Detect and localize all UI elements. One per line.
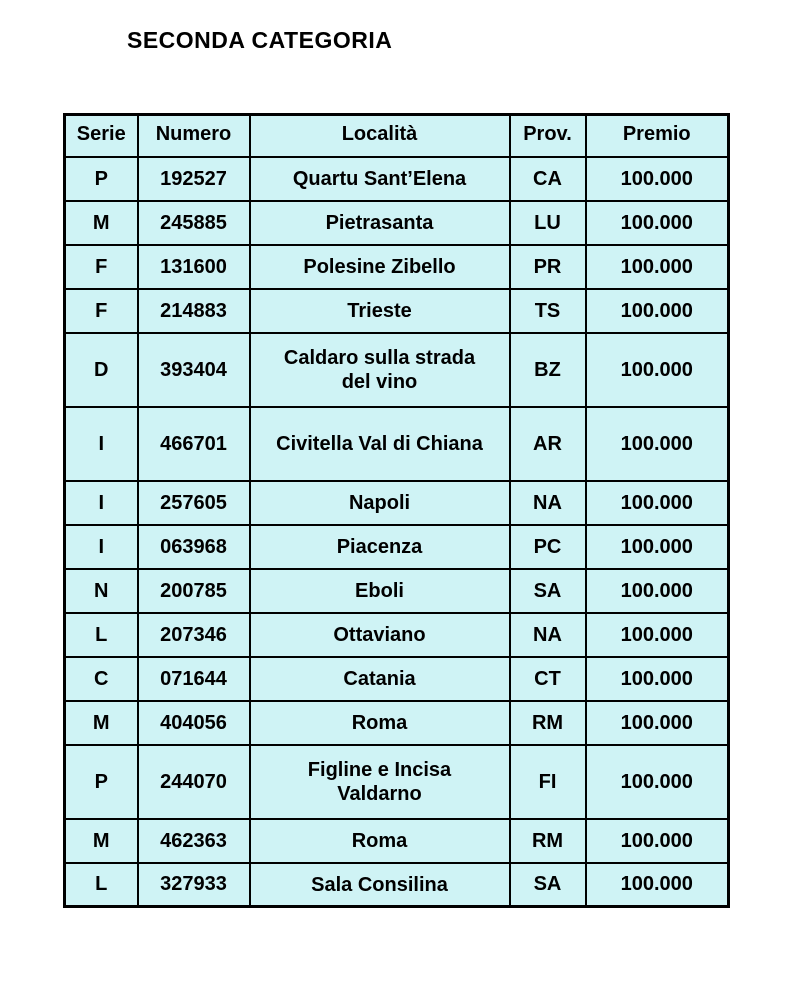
cell-premio: 100.000 (586, 201, 729, 245)
cell-prov: FI (510, 745, 586, 819)
cell-localita-text: Catania (343, 667, 416, 690)
cell-localita (250, 201, 510, 245)
cell-premio: 100.000 (586, 863, 729, 907)
cell-numero: 131600 (138, 245, 250, 289)
cell-localita-text: Pietrasanta (325, 211, 434, 234)
table-row (65, 863, 729, 907)
cell-premio: 100.000 (586, 407, 729, 481)
cell-localita-text: Piacenza (336, 535, 423, 558)
table-row (65, 201, 729, 245)
cell-localita-text: Eboli (355, 579, 404, 602)
cell-localita (250, 407, 510, 481)
table-row (65, 613, 729, 657)
column-header-premio: Premio (586, 115, 729, 157)
table-row (65, 569, 729, 613)
cell-prov: PR (510, 245, 586, 289)
cell-prov: SA (510, 569, 586, 613)
cell-serie: L (65, 863, 138, 907)
cell-prov: NA (510, 481, 586, 525)
cell-prov: RM (510, 819, 586, 863)
cell-serie: P (65, 745, 138, 819)
results-table (63, 113, 730, 908)
cell-serie: F (65, 245, 138, 289)
cell-prov: BZ (510, 333, 586, 407)
cell-numero: 071644 (138, 657, 250, 701)
cell-localita (250, 701, 510, 745)
column-header-numero: Numero (138, 115, 250, 157)
cell-numero: 207346 (138, 613, 250, 657)
cell-serie: L (65, 613, 138, 657)
cell-premio: 100.000 (586, 289, 729, 333)
cell-localita-text: Quartu Sant’Elena (292, 167, 467, 190)
cell-localita-text: Ottaviano (333, 623, 426, 646)
table-row (65, 333, 729, 407)
cell-localita-text: Caldaro sulla strada del vino (283, 346, 476, 393)
table-row (65, 657, 729, 701)
cell-premio: 100.000 (586, 569, 729, 613)
cell-premio: 100.000 (586, 525, 729, 569)
cell-localita (250, 525, 510, 569)
cell-numero: 327933 (138, 863, 250, 907)
cell-premio: 100.000 (586, 657, 729, 701)
column-header-serie: Serie (65, 115, 138, 157)
cell-serie: I (65, 407, 138, 481)
table-row (65, 245, 729, 289)
cell-localita-text: Civitella Val di Chiana (276, 432, 483, 455)
table-row (65, 289, 729, 333)
cell-localita (250, 157, 510, 201)
cell-localita-text: Sala Consilina (311, 873, 448, 896)
column-header-localita: Località (250, 115, 510, 157)
cell-numero: 063968 (138, 525, 250, 569)
table-row (65, 481, 729, 525)
cell-numero: 257605 (138, 481, 250, 525)
cell-localita-text: Roma (351, 711, 408, 734)
cell-numero: 462363 (138, 819, 250, 863)
cell-numero: 404056 (138, 701, 250, 745)
cell-localita (250, 819, 510, 863)
cell-prov: CT (510, 657, 586, 701)
cell-serie: P (65, 157, 138, 201)
cell-localita (250, 863, 510, 907)
cell-premio: 100.000 (586, 333, 729, 407)
cell-premio: 100.000 (586, 819, 729, 863)
cell-numero: 200785 (138, 569, 250, 613)
cell-premio: 100.000 (586, 745, 729, 819)
cell-serie: M (65, 819, 138, 863)
cell-premio: 100.000 (586, 481, 729, 525)
cell-prov: LU (510, 201, 586, 245)
cell-numero: 466701 (138, 407, 250, 481)
table-row (65, 701, 729, 745)
cell-numero: 192527 (138, 157, 250, 201)
cell-localita (250, 745, 510, 819)
table-header (65, 115, 729, 157)
table-row (65, 819, 729, 863)
cell-localita (250, 657, 510, 701)
cell-serie: I (65, 481, 138, 525)
cell-serie: N (65, 569, 138, 613)
cell-premio: 100.000 (586, 613, 729, 657)
cell-premio: 100.000 (586, 701, 729, 745)
cell-prov: PC (510, 525, 586, 569)
cell-localita-text: Napoli (348, 491, 411, 514)
cell-numero: 244070 (138, 745, 250, 819)
cell-prov: SA (510, 863, 586, 907)
cell-localita-text: Trieste (347, 299, 412, 322)
cell-serie: F (65, 289, 138, 333)
cell-numero: 245885 (138, 201, 250, 245)
table-row (65, 407, 729, 481)
cell-localita-text: Polesine Zibello (303, 255, 456, 278)
cell-localita (250, 333, 510, 407)
cell-premio: 100.000 (586, 157, 729, 201)
cell-serie: I (65, 525, 138, 569)
cell-serie: M (65, 701, 138, 745)
cell-localita-text: Roma (351, 829, 408, 852)
cell-prov: NA (510, 613, 586, 657)
cell-numero: 214883 (138, 289, 250, 333)
table-row (65, 525, 729, 569)
cell-prov: TS (510, 289, 586, 333)
cell-premio: 100.000 (586, 245, 729, 289)
cell-localita (250, 613, 510, 657)
cell-localita (250, 245, 510, 289)
column-header-prov: Prov. (510, 115, 586, 157)
table-row (65, 745, 729, 819)
cell-numero: 393404 (138, 333, 250, 407)
cell-localita (250, 569, 510, 613)
cell-serie: M (65, 201, 138, 245)
cell-localita (250, 481, 510, 525)
cell-serie: C (65, 657, 138, 701)
cell-prov: RM (510, 701, 586, 745)
cell-prov: CA (510, 157, 586, 201)
cell-serie: D (65, 333, 138, 407)
cell-prov: AR (510, 407, 586, 481)
page-title: SECONDA CATEGORIA (127, 27, 393, 53)
cell-localita-text: Figline e Incisa Valdarno (307, 758, 452, 805)
table-header-row (65, 115, 729, 157)
cell-localita (250, 289, 510, 333)
table-body (65, 157, 729, 907)
table-row (65, 157, 729, 201)
